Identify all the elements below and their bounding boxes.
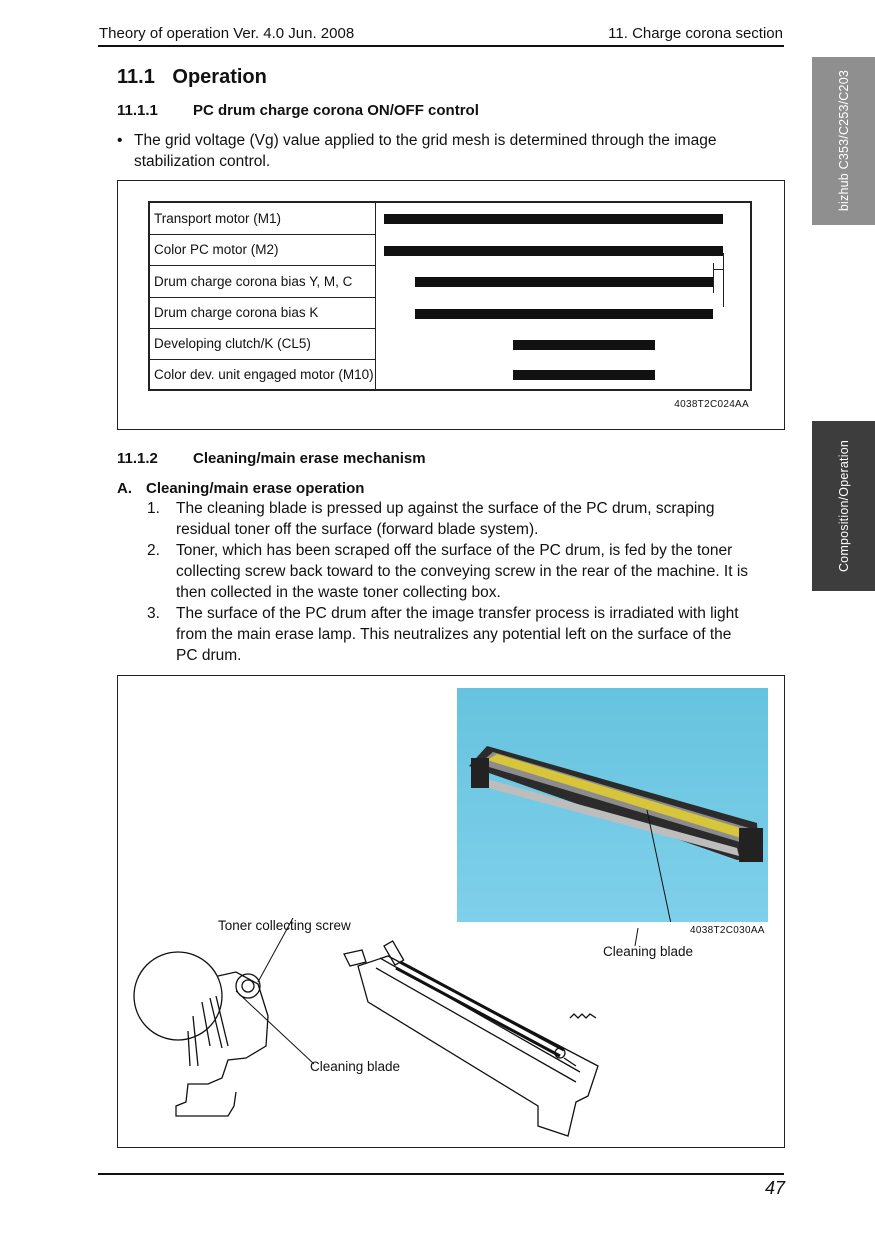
list-item (147, 540, 787, 603)
figure-code: 4038T2C024AA (674, 399, 749, 410)
subhead-title: Cleaning/main erase operation (146, 480, 365, 497)
running-header-right: 11. Charge corona section (608, 25, 783, 42)
side-tab-section (812, 421, 875, 591)
section-number: 11.1 (117, 66, 155, 88)
side-tab-model-label: bizhub C353/C253/C203 (836, 70, 851, 212)
timing-row-label: Drum charge corona bias K (150, 298, 376, 329)
list-item-line: The surface of the PC drum after the image transfer process is irradiated with light (176, 605, 739, 622)
timing-row-label: Developing clutch/K (CL5) (150, 329, 376, 360)
list-item-line: PC drum. (176, 647, 242, 664)
list-item-line: from the main erase lamp. This neutralizes any potential left on the surface of the (176, 626, 732, 643)
side-tab-model (812, 57, 875, 225)
bullet-glyph: • (117, 132, 123, 149)
cleaning-unit-drawing (118, 906, 784, 1146)
list-item (147, 498, 787, 540)
figure-code: 4038T2C030AA (690, 925, 765, 936)
numbered-list (147, 498, 787, 666)
timing-chart-figure (117, 180, 785, 430)
pc-drum-outline (134, 952, 222, 1040)
timing-bars (384, 203, 723, 389)
timing-row-label: Drum charge corona bias Y, M, C (150, 266, 376, 298)
subsection-heading-2 (117, 450, 426, 467)
side-tab-section-label: Composition/Operation (836, 439, 851, 573)
footer-rule (98, 1173, 784, 1175)
bullet-paragraph (117, 130, 777, 172)
section-heading (117, 66, 267, 89)
subsection-title: PC drum charge corona ON/OFF control (193, 102, 479, 119)
subsection-title: Cleaning/main erase mechanism (193, 450, 426, 467)
list-item-number: 1. (147, 500, 160, 517)
subhead-letter: A. (117, 480, 132, 497)
cleaning-unit-photo (457, 688, 768, 922)
offset-marker-line (723, 253, 724, 307)
list-item-line: collecting screw back toward to the conveying screw in the rear of the machine. It is (176, 563, 749, 580)
page-number: 47 (764, 1178, 785, 1198)
subsection-number: 11.1.2 (117, 450, 158, 467)
subsection-heading-1 (117, 102, 479, 119)
bullet-text: The grid voltage (Vg) value applied to the grid mesh is determined through the image stabilization control. (134, 132, 717, 170)
timing-row-label: Color PC motor (M2) (150, 235, 376, 266)
section-title: Operation (172, 66, 267, 88)
list-item (147, 603, 787, 666)
running-header-left: Theory of operation Ver. 4.0 Jun. 2008 (99, 25, 355, 42)
offset-marker-arrow (713, 269, 723, 270)
subhead-a (117, 480, 365, 497)
offset-marker-line (713, 263, 714, 293)
callout-cleaning-blade-drawing: Cleaning blade (310, 1059, 401, 1074)
header-rule (98, 45, 784, 47)
cleaning-mechanism-figure (117, 675, 785, 1148)
callout-cleaning-blade-photo: Cleaning blade (603, 944, 694, 959)
timing-row-label: Color dev. unit engaged motor (M10) (154, 366, 374, 382)
subsection-number: 11.1.1 (117, 102, 158, 119)
list-item-line: residual toner off the surface (forward blade system). (176, 521, 539, 538)
timing-row-label: Transport motor (M1) (150, 203, 376, 235)
timing-chart (148, 201, 752, 391)
list-item-line: The cleaning blade is pressed up against the surface of the PC drum, scraping (176, 500, 715, 517)
list-item-number: 2. (147, 542, 160, 559)
timing-bar (384, 214, 723, 224)
timing-bar (415, 309, 713, 319)
list-item-line: Toner, which has been scraped off the surface of the PC drum, is fed by the toner (176, 542, 733, 559)
timing-bar (513, 370, 655, 380)
timing-bar (513, 340, 655, 350)
timing-bar (415, 277, 713, 287)
timing-bar (384, 246, 723, 256)
callout-toner-collecting-screw: Toner collecting screw (218, 918, 351, 933)
list-item-number: 3. (147, 605, 160, 622)
list-item-line: then collected in the waste toner collecting box. (176, 584, 501, 601)
